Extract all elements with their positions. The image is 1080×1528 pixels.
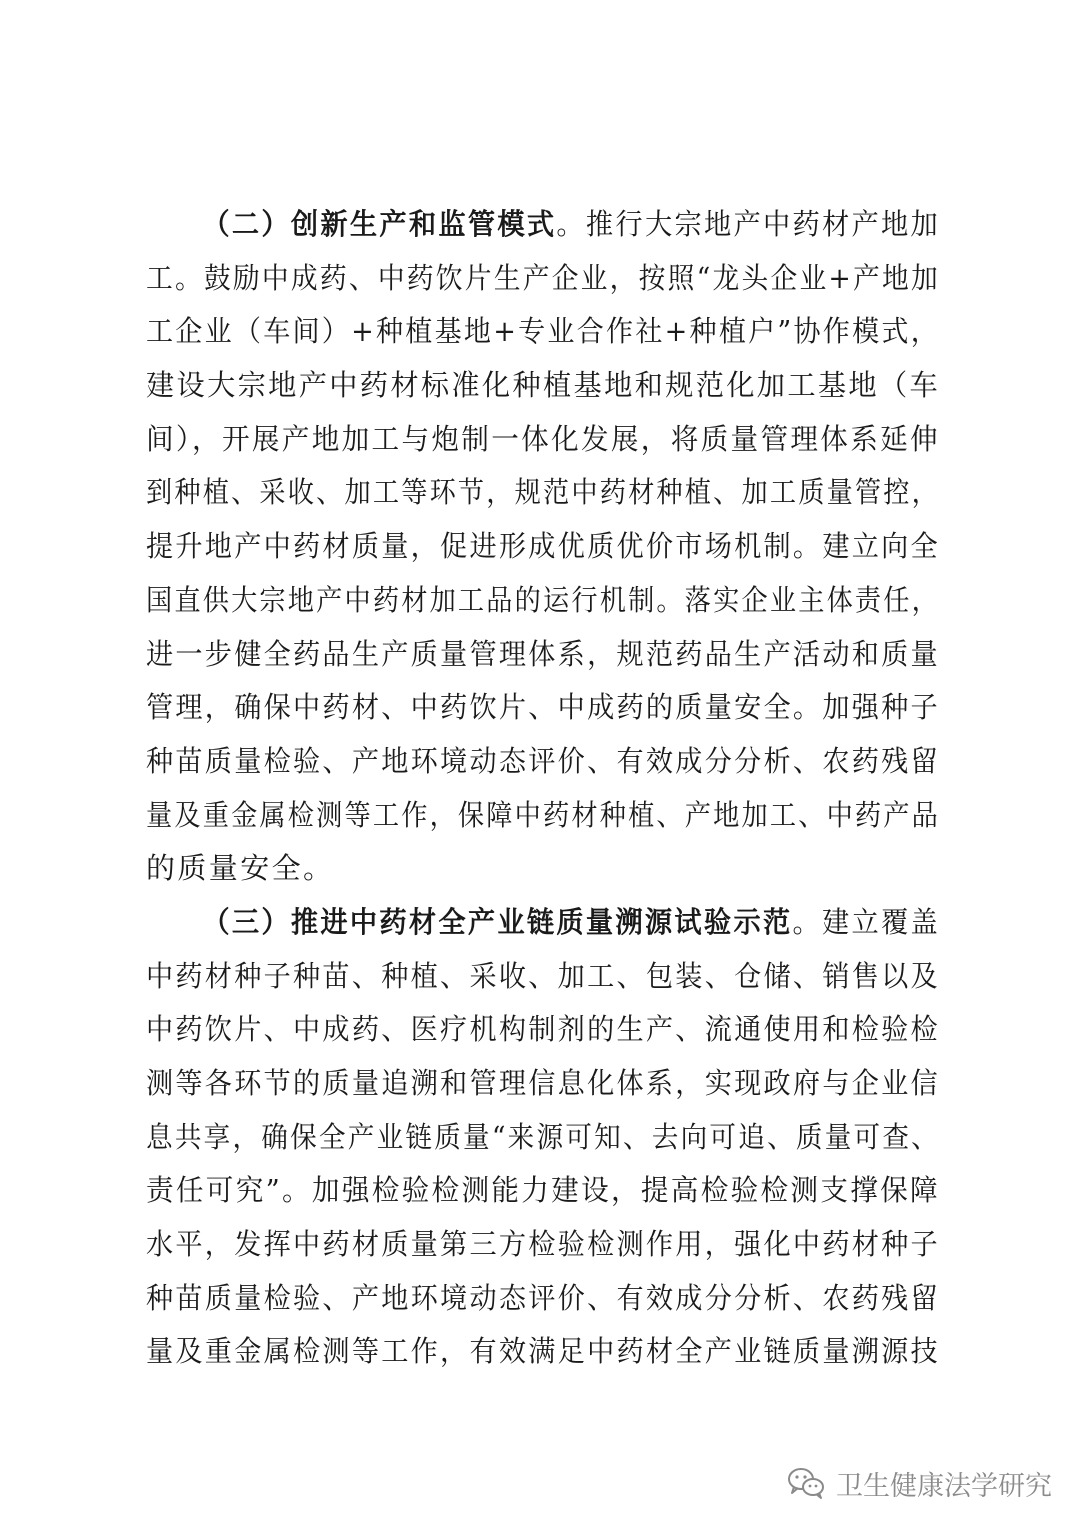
line-text: 息共享，确保全产业链质量“来源可知、去向可追、质量可查、 xyxy=(146,1119,941,1154)
text-line xyxy=(146,1218,940,1272)
text-line xyxy=(146,574,941,628)
text-line xyxy=(146,305,941,359)
text-line xyxy=(146,789,941,843)
line-text: 提升地产中药材质量，促进形成优质优价市场机制。建立向全 xyxy=(146,529,940,564)
line-text: 责任可究”。加强检验检测能力建设，提高检验检测支撑保障 xyxy=(146,1173,940,1208)
line-text: 进一步健全药品生产质量管理体系，规范药品生产活动和质量 xyxy=(146,636,940,671)
wechat-icon xyxy=(786,1466,826,1500)
text-line xyxy=(146,950,940,1004)
line-text: 间），开展产地加工与炮制一体化发展，将质量管理体系延伸 xyxy=(146,421,940,456)
watermark-label: 卫生健康法学研究 xyxy=(836,1470,1052,1502)
section-heading: （三）推进中药材全产业链质量溯源试验示范 xyxy=(202,904,793,939)
section-heading: （二）创新生产和监管模式 xyxy=(202,207,557,241)
line-text: 种苗质量检验、产地环境动态评价、有效成分分析、农药残留 xyxy=(146,1280,940,1315)
line-text: 到种植、采收、加工等环节，规范中药材种植、加工质量管控， xyxy=(146,475,941,510)
text-line xyxy=(146,896,940,950)
text-line xyxy=(146,1111,941,1165)
line-text: 工。鼓励中成药、中药饮片生产企业，按照“龙头企业+产地加 xyxy=(146,260,940,295)
text-line xyxy=(146,1325,940,1379)
text-line xyxy=(146,735,940,789)
watermark xyxy=(786,1463,1052,1503)
text-line xyxy=(146,520,940,574)
text-line xyxy=(146,413,940,467)
line-text: 量及重金属检测等工作，有效满足中药材全产业链质量溯源技 xyxy=(146,1334,940,1369)
line-text: 量及重金属检测等工作，保障中药材种植、产地加工、中药产品 xyxy=(146,797,941,832)
text-line xyxy=(146,1003,940,1057)
document-body xyxy=(146,198,946,1379)
line-text: 中药饮片、中成药、医疗机构制剂的生产、流通使用和检验检 xyxy=(146,1012,940,1047)
text-line xyxy=(146,1057,940,1111)
line-text: 中药材种子种苗、种植、采收、加工、包装、仓储、销售以及 xyxy=(146,958,940,993)
line-text: 。推行大宗地产中药材产地加 xyxy=(556,207,940,241)
line-text: 的质量安全。 xyxy=(146,851,335,886)
line-text: 测等各环节的质量追溯和管理信息化体系，实现政府与企业信 xyxy=(146,1066,940,1100)
text-line xyxy=(146,1164,940,1218)
text-line xyxy=(146,1272,940,1326)
text-line xyxy=(146,842,946,896)
text-line xyxy=(146,681,940,735)
text-line xyxy=(146,198,940,252)
line-text: 国直供大宗地产中药材加工品的运行机制。落实企业主体责任， xyxy=(146,582,941,617)
line-text: 建设大宗地产中药材标准化种植基地和规范化加工基地（车 xyxy=(146,368,941,403)
line-text: 水平，发挥中药材质量第三方检验检测作用，强化中药材种子 xyxy=(146,1227,940,1262)
line-text: 管理，确保中药材、中药饮片、中成药的质量安全。加强种子 xyxy=(146,690,940,725)
text-line xyxy=(146,466,941,520)
text-line xyxy=(146,359,941,413)
text-line xyxy=(146,252,940,306)
text-line xyxy=(146,628,940,682)
line-text: 。建立覆盖 xyxy=(792,904,940,939)
line-text: 种苗质量检验、产地环境动态评价、有效成分分析、农药残留 xyxy=(146,743,940,778)
line-text: 工企业（车间）+种植基地+专业合作社+种植户”协作模式， xyxy=(146,314,941,349)
